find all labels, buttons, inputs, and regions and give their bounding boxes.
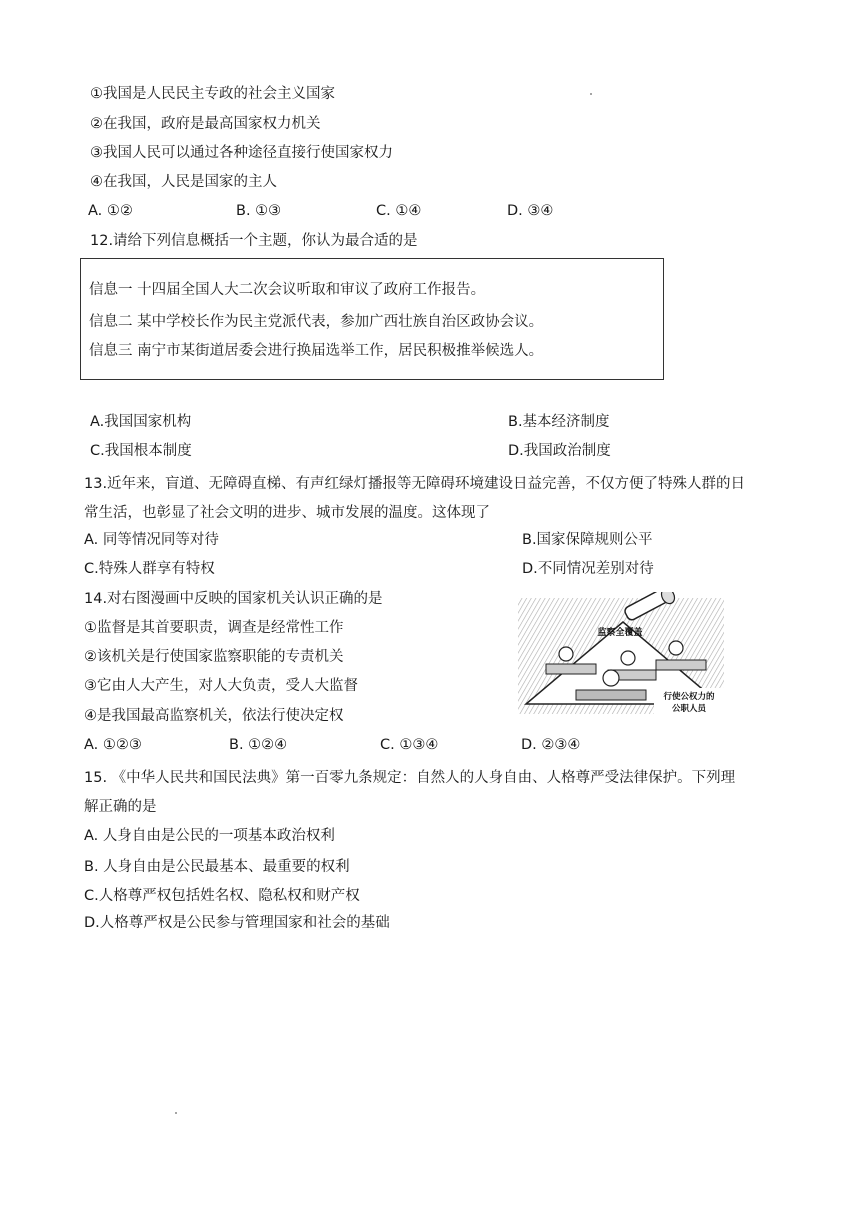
q14-option-c: C. ①③④ <box>380 737 439 753</box>
q12-stem: 12.请给下列信息概括一个主题，你认为最合适的是 <box>90 233 418 249</box>
q14-stem: 14.对右图漫画中反映的国家机关认识正确的是 <box>84 591 383 607</box>
q12-option-c: C.我国根本制度 <box>90 443 192 459</box>
q14-item-4: ④是我国最高监察机关，依法行使决定权 <box>84 708 344 724</box>
q14-item-2: ②该机关是行使国家监察职能的专责机关 <box>84 649 344 665</box>
q15-stem-line-1: 15. 《中华人民共和国民法典》第一百零九条规定：自然人的人身自由、人格尊严受法律保护。下列理 <box>84 770 736 786</box>
stray-dot <box>590 93 592 95</box>
q11-option-a: A. ①② <box>88 203 133 219</box>
q13-option-c: C.特殊人群享有特权 <box>84 561 215 577</box>
stray-dot-bottom <box>175 1112 177 1114</box>
q13-option-a: A. 同等情况同等对待 <box>84 532 219 548</box>
q12-option-b: B.基本经济制度 <box>508 414 610 430</box>
q11-option-d: D. ③④ <box>507 203 554 219</box>
cartoon-label-bottom-2: 公职人员 <box>671 704 707 714</box>
q15-option-a: A. 人身自由是公民的一项基本政治权利 <box>84 828 335 844</box>
q12-info-2: 信息二 某中学校长作为民主党派代表，参加广西壮族自治区政协会议。 <box>89 314 544 330</box>
q12-option-a: A.我国国家机构 <box>90 414 192 430</box>
q15-option-b: B. 人身自由是公民最基本、最重要的权利 <box>84 859 350 875</box>
q15-option-d: D.人格尊严权是公民参与管理国家和社会的基础 <box>84 915 390 931</box>
q13-stem-line-1: 13.近年来，盲道、无障碍直梯、有声红绿灯播报等无障碍环境建设日益完善，不仅方便了特殊人群的日 <box>84 476 746 492</box>
q14-item-3: ③它由人大产生，对人大负责，受人大监督 <box>84 678 358 694</box>
q12-info-box <box>80 258 664 380</box>
q12-info-3: 信息三 南宁市某街道居委会进行换届选举工作，居民积极推举候选人。 <box>89 343 544 359</box>
q11-item-4: ④在我国，人民是国家的主人 <box>90 174 277 190</box>
q15-option-c: C.人格尊严权包括姓名权、隐私权和财产权 <box>84 888 360 904</box>
cartoon-label-bottom-1: 行使公权力的 <box>663 692 715 702</box>
q12-option-d: D.我国政治制度 <box>508 443 611 459</box>
cartoon-label-top: 监察全覆盖 <box>597 628 643 638</box>
q13-option-b: B.国家保障规则公平 <box>522 532 653 548</box>
q11-item-2: ②在我国，政府是最高国家权力机关 <box>90 116 321 132</box>
q13-stem-line-2: 常生活，也彰显了社会文明的进步、城市发展的温度。这体现了 <box>84 505 490 521</box>
q14-option-d: D. ②③④ <box>521 737 581 753</box>
q15-stem-line-2: 解正确的是 <box>84 799 157 815</box>
q14-item-1: ①监督是其首要职责，调查是经常性工作 <box>84 620 344 636</box>
q14-option-b: B. ①②④ <box>229 737 288 753</box>
q14-option-a: A. ①②③ <box>84 737 142 753</box>
q12-info-1: 信息一 十四届全国人大二次会议听取和审议了政府工作报告。 <box>89 282 486 298</box>
q11-item-3: ③我国人民可以通过各种途径直接行使国家权力 <box>90 145 393 161</box>
q11-option-c: C. ①④ <box>376 203 422 219</box>
q13-option-d: D.不同情况差别对待 <box>522 561 654 577</box>
q11-item-1: ①我国是人民民主专政的社会主义国家 <box>90 86 335 102</box>
q11-option-b: B. ①③ <box>236 203 282 219</box>
supervision-cartoon <box>516 592 730 720</box>
